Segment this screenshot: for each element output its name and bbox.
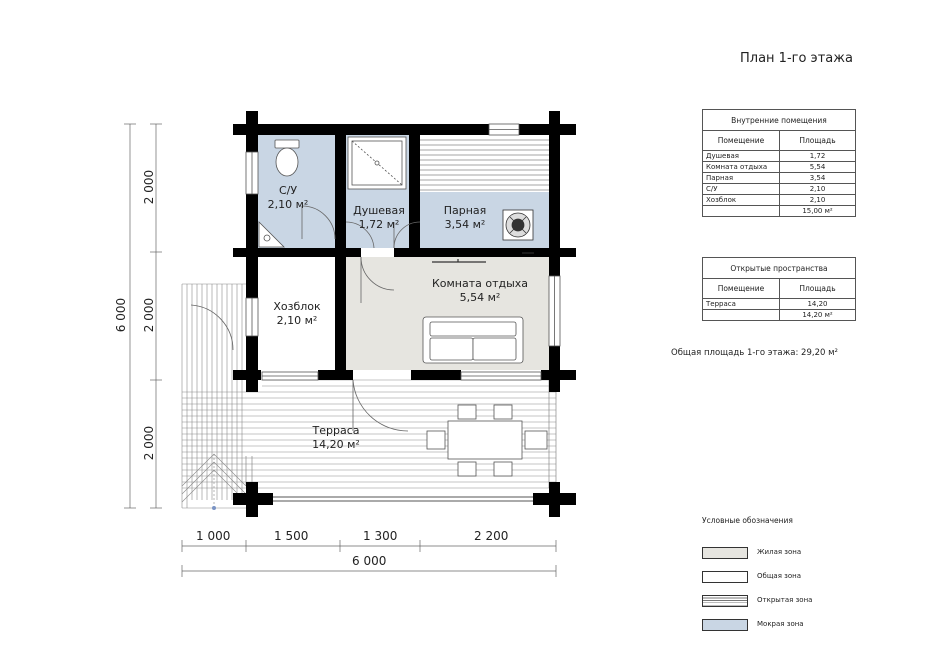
- room-area: 2,10 м²: [267, 198, 309, 211]
- table-row: [703, 184, 856, 195]
- row-name: Парная: [703, 173, 780, 184]
- table-row: [703, 162, 856, 173]
- table-row: [703, 195, 856, 206]
- room-area: 5,54 м²: [459, 291, 501, 304]
- dim-left-3: 2 000: [142, 425, 156, 461]
- room-area: 14,20 м²: [312, 438, 360, 451]
- room-shower-label: [346, 204, 412, 232]
- legend-swatch-living: [702, 547, 748, 559]
- row-area: 5,54: [780, 162, 856, 173]
- table-row: [703, 299, 856, 310]
- legend-swatch-open: [702, 595, 748, 607]
- table-row: [703, 173, 856, 184]
- col-header-area: Площадь: [780, 279, 856, 299]
- dim-bottom-total: 6 000: [352, 554, 387, 568]
- room-area: 1,72 м²: [358, 218, 400, 231]
- table-total: 14,20 м²: [780, 310, 856, 321]
- dim-bottom-2: 1 500: [274, 529, 309, 543]
- room-name: Душевая: [353, 204, 405, 217]
- room-steam-label: [432, 204, 498, 232]
- room-name: Хозблок: [273, 300, 321, 313]
- open-spaces-table: [702, 257, 856, 321]
- row-area: 2,10: [780, 195, 856, 206]
- row-area: 3,54: [780, 173, 856, 184]
- sofa-icon: [423, 317, 523, 363]
- row-area: 1,72: [780, 151, 856, 162]
- room-name: Комната отдыха: [431, 277, 529, 290]
- row-name: С/У: [703, 184, 780, 195]
- col-header-area: Площадь: [780, 131, 856, 151]
- legend-swatch-common: [702, 571, 748, 583]
- col-header-room: Помещение: [703, 131, 780, 151]
- table-row: [703, 151, 856, 162]
- room-su-label: [264, 184, 312, 212]
- row-name: Комната отдыха: [703, 162, 780, 173]
- plan-title: План 1-го этажа: [740, 51, 853, 66]
- table-total-row: [703, 310, 856, 321]
- room-rest-label: [424, 277, 536, 305]
- table-caption: Внутренние помещения: [703, 110, 856, 131]
- row-area: 2,10: [780, 184, 856, 195]
- row-name: Хозблок: [703, 195, 780, 206]
- row-area: 14,20: [780, 299, 856, 310]
- steam-bench: [420, 140, 549, 190]
- room-name: Терраса: [312, 424, 360, 437]
- dim-left-1: 2 000: [142, 169, 156, 205]
- toilet-icon: [275, 140, 299, 176]
- table-caption: Открытые пространства: [703, 258, 856, 279]
- inner-rooms-table: [702, 109, 856, 217]
- legend-title: Условные обозначения: [702, 516, 793, 525]
- legend-label: Общая зона: [757, 572, 802, 580]
- room-name: С/У: [278, 184, 298, 197]
- room-utility-label: [266, 300, 328, 328]
- row-name: Терраса: [703, 299, 780, 310]
- room-name: Парная: [443, 204, 487, 217]
- dim-bottom-1: 1 000: [196, 529, 231, 543]
- dim-left-2: 2 000: [142, 297, 156, 333]
- stove-icon: [503, 210, 533, 240]
- col-header-room: Помещение: [703, 279, 780, 299]
- room-area: 2,10 м²: [276, 314, 318, 327]
- total-area: Общая площадь 1-го этажа: 29,20 м²: [671, 348, 838, 358]
- room-area: 3,54 м²: [444, 218, 486, 231]
- dim-left-total: 6 000: [114, 297, 128, 333]
- dim-bottom-4: 2 200: [474, 529, 509, 543]
- row-name: Душевая: [703, 151, 780, 162]
- terrace-table-icon: [427, 405, 547, 476]
- legend-swatch-wet: [702, 619, 748, 631]
- dim-bottom-3: 1 300: [363, 529, 398, 543]
- room-terrace-label: [300, 424, 372, 452]
- legend-label: Мокрая зона: [757, 620, 804, 628]
- legend-label: Жилая зона: [757, 548, 802, 556]
- table-total: 15,00 м²: [780, 206, 856, 217]
- table-total-row: [703, 206, 856, 217]
- legend-label: Открытая зона: [757, 596, 813, 604]
- shower-tray-icon: [348, 137, 406, 189]
